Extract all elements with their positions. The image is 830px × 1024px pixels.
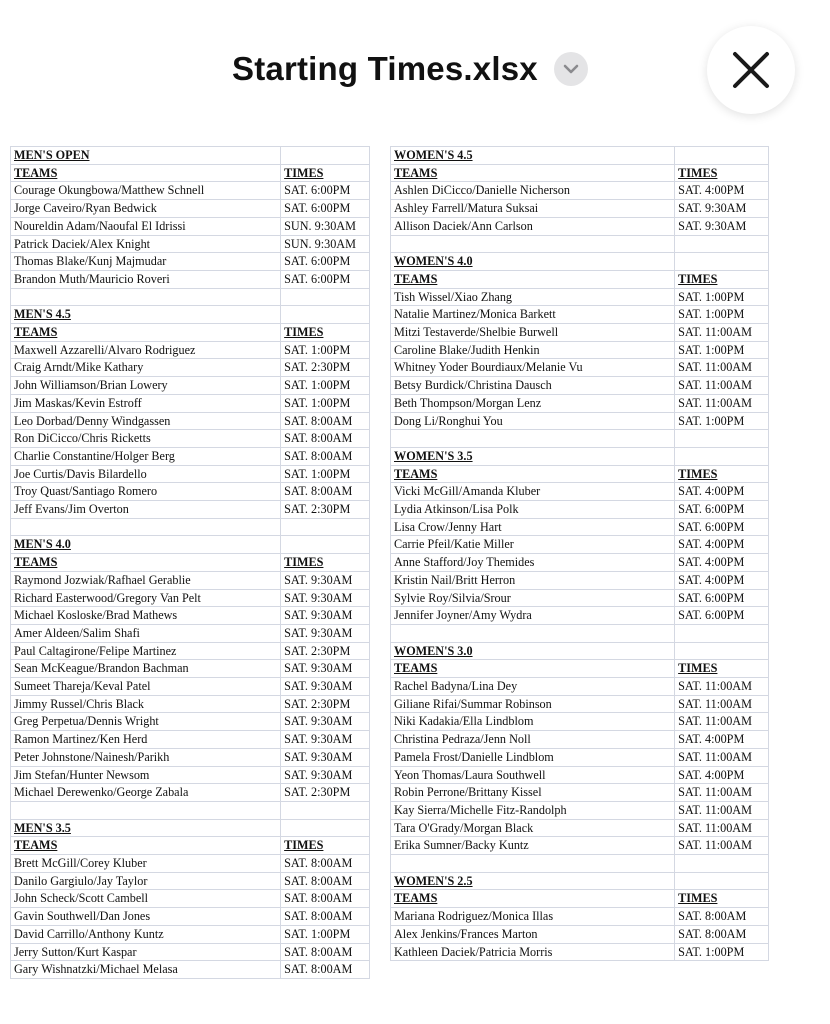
team-cell[interactable]: Jeff Evans/Jim Overton bbox=[11, 501, 281, 519]
time-cell[interactable]: SAT. 8:00AM bbox=[675, 925, 769, 943]
time-cell[interactable]: SAT. 1:00PM bbox=[281, 925, 370, 943]
team-cell[interactable]: Noureldin Adam/Naoufal El Idrissi bbox=[11, 217, 281, 235]
table-row bbox=[391, 324, 769, 342]
team-cell[interactable]: Sylvie Roy/Silvia/Srour bbox=[391, 589, 675, 607]
time-cell[interactable]: SAT. 4:00PM bbox=[675, 182, 769, 200]
empty-cell[interactable] bbox=[281, 288, 370, 306]
blank-row bbox=[391, 430, 769, 448]
time-cell[interactable]: SAT. 1:00PM bbox=[281, 394, 370, 412]
time-cell[interactable]: SUN. 9:30AM bbox=[281, 235, 370, 253]
team-cell[interactable]: Peter Johnstone/Nainesh/Parikh bbox=[11, 748, 281, 766]
team-cell[interactable]: Charlie Constantine/Holger Berg bbox=[11, 447, 281, 465]
time-cell[interactable]: SUN. 9:30AM bbox=[281, 217, 370, 235]
section-title[interactable]: WOMEN'S 3.0 bbox=[391, 642, 675, 660]
time-cell[interactable]: SAT. 2:30PM bbox=[281, 784, 370, 802]
table-row bbox=[11, 890, 370, 908]
women-table bbox=[390, 146, 769, 961]
empty-cell[interactable] bbox=[281, 536, 370, 554]
time-cell[interactable]: SAT. 2:30PM bbox=[281, 642, 370, 660]
header-row bbox=[391, 465, 769, 483]
time-cell[interactable]: SAT. 2:30PM bbox=[281, 695, 370, 713]
table-row bbox=[11, 731, 370, 749]
team-cell[interactable]: Brett McGill/Corey Kluber bbox=[11, 855, 281, 873]
team-cell[interactable]: David Carrillo/Anthony Kuntz bbox=[11, 925, 281, 943]
empty-cell[interactable] bbox=[675, 235, 769, 253]
time-cell[interactable]: SAT. 11:00AM bbox=[675, 748, 769, 766]
table-row bbox=[391, 518, 769, 536]
section-title[interactable]: WOMEN'S 2.5 bbox=[391, 872, 675, 890]
time-cell[interactable]: SAT. 9:30AM bbox=[281, 624, 370, 642]
table-row bbox=[11, 943, 370, 961]
team-cell[interactable]: Ramon Martinez/Ken Herd bbox=[11, 731, 281, 749]
time-cell[interactable]: SAT. 8:00AM bbox=[281, 890, 370, 908]
team-cell[interactable]: Robin Perrone/Brittany Kissel bbox=[391, 784, 675, 802]
team-cell[interactable]: Jimmy Russel/Chris Black bbox=[11, 695, 281, 713]
table-row bbox=[391, 748, 769, 766]
table-row bbox=[11, 341, 370, 359]
team-cell[interactable]: Gavin Southwell/Dan Jones bbox=[11, 908, 281, 926]
table-row bbox=[11, 642, 370, 660]
teams-header[interactable]: TEAMS bbox=[391, 270, 675, 288]
time-cell[interactable]: SAT. 4:00PM bbox=[675, 554, 769, 572]
times-header[interactable]: TIMES bbox=[675, 270, 769, 288]
table-row bbox=[11, 483, 370, 501]
section-row bbox=[391, 147, 769, 165]
team-cell[interactable]: Kristin Nail/Britt Herron bbox=[391, 571, 675, 589]
time-cell[interactable]: SAT. 6:00PM bbox=[675, 518, 769, 536]
table-row bbox=[11, 678, 370, 696]
team-cell[interactable]: Rachel Badyna/Lina Dey bbox=[391, 678, 675, 696]
blank-row bbox=[391, 855, 769, 873]
table-row bbox=[391, 766, 769, 784]
table-row bbox=[391, 943, 769, 961]
close-button[interactable] bbox=[707, 26, 795, 114]
time-cell[interactable]: SAT. 6:00PM bbox=[281, 270, 370, 288]
table-row bbox=[391, 501, 769, 519]
time-cell[interactable]: SAT. 9:30AM bbox=[281, 748, 370, 766]
section-row bbox=[391, 447, 769, 465]
table-row bbox=[11, 695, 370, 713]
table-row bbox=[391, 819, 769, 837]
table-row bbox=[391, 536, 769, 554]
team-cell[interactable]: Jennifer Joyner/Amy Wydra bbox=[391, 607, 675, 625]
team-cell[interactable]: Jim Stefan/Hunter Newsom bbox=[11, 766, 281, 784]
time-cell[interactable]: SAT. 1:00PM bbox=[675, 412, 769, 430]
table-row bbox=[391, 837, 769, 855]
table-row bbox=[11, 624, 370, 642]
table-row bbox=[11, 748, 370, 766]
time-cell[interactable]: SAT. 1:00PM bbox=[675, 943, 769, 961]
section-row bbox=[11, 306, 370, 324]
time-cell[interactable]: SAT. 4:00PM bbox=[675, 571, 769, 589]
empty-cell[interactable] bbox=[675, 642, 769, 660]
time-cell[interactable]: SAT. 6:00PM bbox=[281, 200, 370, 218]
men-table bbox=[10, 146, 370, 979]
time-cell[interactable]: SAT. 8:00AM bbox=[281, 483, 370, 501]
time-cell[interactable]: SAT. 2:30PM bbox=[281, 359, 370, 377]
team-cell[interactable]: Anne Stafford/Joy Themides bbox=[391, 554, 675, 572]
table-row bbox=[391, 483, 769, 501]
time-cell[interactable]: SAT. 11:00AM bbox=[675, 837, 769, 855]
team-cell[interactable]: John Williamson/Brian Lowery bbox=[11, 377, 281, 395]
empty-cell[interactable] bbox=[391, 855, 675, 873]
table-row bbox=[11, 447, 370, 465]
team-cell[interactable]: Troy Quast/Santiago Romero bbox=[11, 483, 281, 501]
team-cell[interactable]: Ashley Farrell/Matura Suksai bbox=[391, 200, 675, 218]
times-header[interactable]: TIMES bbox=[675, 465, 769, 483]
table-row bbox=[11, 872, 370, 890]
times-header[interactable]: TIMES bbox=[281, 837, 370, 855]
table-row bbox=[391, 695, 769, 713]
time-cell[interactable]: SAT. 1:00PM bbox=[281, 465, 370, 483]
team-cell[interactable]: Dong Li/Ronghui You bbox=[391, 412, 675, 430]
table-row bbox=[391, 182, 769, 200]
team-cell[interactable]: Richard Easterwood/Gregory Van Pelt bbox=[11, 589, 281, 607]
section-row bbox=[11, 147, 370, 165]
table-row bbox=[391, 341, 769, 359]
team-cell[interactable]: Erika Sumner/Backy Kuntz bbox=[391, 837, 675, 855]
table-row bbox=[391, 925, 769, 943]
header-row bbox=[11, 837, 370, 855]
team-cell[interactable]: Jim Maskas/Kevin Estroff bbox=[11, 394, 281, 412]
section-row bbox=[11, 536, 370, 554]
team-cell[interactable]: Mariana Rodriguez/Monica Illas bbox=[391, 908, 675, 926]
table-row bbox=[391, 217, 769, 235]
table-row bbox=[11, 359, 370, 377]
team-cell[interactable]: Paul Caltagirone/Felipe Martinez bbox=[11, 642, 281, 660]
teams-header[interactable]: TEAMS bbox=[11, 554, 281, 572]
table-row bbox=[11, 182, 370, 200]
time-cell[interactable]: SAT. 8:00AM bbox=[281, 430, 370, 448]
section-row bbox=[391, 642, 769, 660]
team-cell[interactable]: John Scheck/Scott Cambell bbox=[11, 890, 281, 908]
blank-row bbox=[11, 288, 370, 306]
table-row bbox=[11, 784, 370, 802]
time-cell[interactable]: SAT. 4:00PM bbox=[675, 731, 769, 749]
team-cell[interactable]: Tish Wissel/Xiao Zhang bbox=[391, 288, 675, 306]
header-row bbox=[11, 164, 370, 182]
empty-cell[interactable] bbox=[281, 147, 370, 165]
teams-header[interactable]: TEAMS bbox=[391, 890, 675, 908]
time-cell[interactable]: SAT. 1:00PM bbox=[675, 341, 769, 359]
table-row bbox=[391, 571, 769, 589]
team-cell[interactable]: Patrick Daciek/Alex Knight bbox=[11, 235, 281, 253]
teams-header[interactable]: TEAMS bbox=[11, 324, 281, 342]
section-row bbox=[391, 253, 769, 271]
team-cell[interactable]: Giliane Rifai/Summar Robinson bbox=[391, 695, 675, 713]
table-row bbox=[11, 217, 370, 235]
times-header[interactable]: TIMES bbox=[281, 324, 370, 342]
section-row bbox=[11, 819, 370, 837]
section-row bbox=[391, 872, 769, 890]
time-cell[interactable]: SAT. 8:00AM bbox=[675, 908, 769, 926]
blank-row bbox=[11, 518, 370, 536]
time-cell[interactable]: SAT. 9:30AM bbox=[281, 571, 370, 589]
table-row bbox=[11, 412, 370, 430]
time-cell[interactable]: SAT. 11:00AM bbox=[675, 324, 769, 342]
time-cell[interactable]: SAT. 11:00AM bbox=[675, 359, 769, 377]
header-row bbox=[391, 660, 769, 678]
file-title-bar[interactable] bbox=[232, 50, 588, 88]
time-cell[interactable]: SAT. 2:30PM bbox=[281, 501, 370, 519]
time-cell[interactable]: SAT. 11:00AM bbox=[675, 394, 769, 412]
empty-cell[interactable] bbox=[391, 430, 675, 448]
table-row bbox=[391, 306, 769, 324]
team-cell[interactable]: Caroline Blake/Judith Henkin bbox=[391, 341, 675, 359]
time-cell[interactable]: SAT. 9:30AM bbox=[675, 200, 769, 218]
team-cell[interactable]: Whitney Yoder Bourdiaux/Melanie Vu bbox=[391, 359, 675, 377]
team-cell[interactable]: Allison Daciek/Ann Carlson bbox=[391, 217, 675, 235]
team-cell[interactable]: Sumeet Thareja/Keval Patel bbox=[11, 678, 281, 696]
table-row bbox=[11, 925, 370, 943]
team-cell[interactable]: Tara O'Grady/Morgan Black bbox=[391, 819, 675, 837]
table-row bbox=[391, 394, 769, 412]
empty-cell[interactable] bbox=[675, 430, 769, 448]
team-cell[interactable]: Joe Curtis/Davis Bilardello bbox=[11, 465, 281, 483]
time-cell[interactable]: SAT. 9:30AM bbox=[281, 766, 370, 784]
team-cell[interactable]: Lisa Crow/Jenny Hart bbox=[391, 518, 675, 536]
table-row bbox=[391, 678, 769, 696]
header-row bbox=[391, 890, 769, 908]
time-cell[interactable]: SAT. 4:00PM bbox=[675, 483, 769, 501]
table-row bbox=[11, 200, 370, 218]
viewer-header bbox=[0, 0, 830, 135]
table-row bbox=[391, 377, 769, 395]
blank-row bbox=[391, 624, 769, 642]
team-cell[interactable]: Amer Aldeen/Salim Shafi bbox=[11, 624, 281, 642]
empty-cell[interactable] bbox=[675, 447, 769, 465]
team-cell[interactable]: Alex Jenkins/Frances Marton bbox=[391, 925, 675, 943]
time-cell[interactable]: SAT. 9:30AM bbox=[675, 217, 769, 235]
empty-cell[interactable] bbox=[281, 819, 370, 837]
empty-cell[interactable] bbox=[391, 235, 675, 253]
empty-cell[interactable] bbox=[675, 624, 769, 642]
header-row bbox=[11, 324, 370, 342]
team-cell[interactable]: Courage Okungbowa/Matthew Schnell bbox=[11, 182, 281, 200]
time-cell[interactable]: SAT. 9:30AM bbox=[281, 731, 370, 749]
time-cell[interactable]: SAT. 11:00AM bbox=[675, 801, 769, 819]
table-row bbox=[11, 713, 370, 731]
time-cell[interactable]: SAT. 8:00AM bbox=[281, 943, 370, 961]
table-row bbox=[11, 660, 370, 678]
team-cell[interactable]: Danilo Gargiulo/Jay Taylor bbox=[11, 872, 281, 890]
team-cell[interactable]: Ron DiCicco/Chris Ricketts bbox=[11, 430, 281, 448]
table-row bbox=[11, 855, 370, 873]
empty-cell[interactable] bbox=[675, 147, 769, 165]
table-row bbox=[391, 359, 769, 377]
table-row bbox=[11, 908, 370, 926]
empty-cell[interactable] bbox=[391, 624, 675, 642]
times-header[interactable]: TIMES bbox=[281, 554, 370, 572]
table-row bbox=[11, 571, 370, 589]
time-cell[interactable]: SAT. 4:00PM bbox=[675, 536, 769, 554]
empty-cell[interactable] bbox=[281, 518, 370, 536]
time-cell[interactable]: SAT. 11:00AM bbox=[675, 784, 769, 802]
empty-cell[interactable] bbox=[281, 306, 370, 324]
chevron-down-icon[interactable] bbox=[554, 52, 588, 86]
team-cell[interactable]: Gary Wishnatzki/Michael Melasa bbox=[11, 961, 281, 979]
time-cell[interactable]: SAT. 11:00AM bbox=[675, 819, 769, 837]
team-cell[interactable]: Kay Sierra/Michelle Fitz-Randolph bbox=[391, 801, 675, 819]
blank-row bbox=[391, 235, 769, 253]
section-title[interactable]: MEN'S 4.5 bbox=[11, 306, 281, 324]
table-row bbox=[391, 801, 769, 819]
team-cell[interactable]: Leo Dorbad/Denny Windgassen bbox=[11, 412, 281, 430]
team-cell[interactable]: Yeon Thomas/Laura Southwell bbox=[391, 766, 675, 784]
team-cell[interactable]: Pamela Frost/Danielle Lindblom bbox=[391, 748, 675, 766]
header-row bbox=[11, 554, 370, 572]
table-row bbox=[11, 253, 370, 271]
time-cell[interactable]: SAT. 1:00PM bbox=[281, 377, 370, 395]
close-icon bbox=[731, 50, 771, 90]
table-row bbox=[391, 784, 769, 802]
time-cell[interactable]: SAT. 4:00PM bbox=[675, 766, 769, 784]
table-row bbox=[11, 465, 370, 483]
empty-cell[interactable] bbox=[675, 872, 769, 890]
table-row bbox=[11, 766, 370, 784]
table-row bbox=[391, 288, 769, 306]
section-title[interactable]: MEN'S 3.5 bbox=[11, 819, 281, 837]
table-row bbox=[391, 713, 769, 731]
time-cell[interactable]: SAT. 6:00PM bbox=[281, 253, 370, 271]
time-cell[interactable]: SAT. 9:30AM bbox=[281, 660, 370, 678]
time-cell[interactable]: SAT. 9:30AM bbox=[281, 589, 370, 607]
table-row bbox=[391, 200, 769, 218]
blank-row bbox=[11, 801, 370, 819]
table-row bbox=[391, 589, 769, 607]
team-cell[interactable]: Mitzi Testaverde/Shelbie Burwell bbox=[391, 324, 675, 342]
section-title[interactable]: WOMEN'S 4.5 bbox=[391, 147, 675, 165]
time-cell[interactable]: SAT. 8:00AM bbox=[281, 961, 370, 979]
team-cell[interactable]: Michael Derewenko/George Zabala bbox=[11, 784, 281, 802]
team-cell[interactable]: Michael Kosloske/Brad Mathews bbox=[11, 607, 281, 625]
header-row bbox=[391, 164, 769, 182]
team-cell[interactable]: Jorge Caveiro/Ryan Bedwick bbox=[11, 200, 281, 218]
team-cell[interactable]: Lydia Atkinson/Lisa Polk bbox=[391, 501, 675, 519]
time-cell[interactable]: SAT. 6:00PM bbox=[675, 501, 769, 519]
teams-header[interactable]: TEAMS bbox=[391, 164, 675, 182]
empty-cell[interactable] bbox=[675, 855, 769, 873]
file-title[interactable]: Starting Times.xlsx bbox=[232, 50, 538, 87]
time-cell[interactable]: SAT. 1:00PM bbox=[281, 341, 370, 359]
table-row bbox=[11, 589, 370, 607]
time-cell[interactable]: SAT. 8:00AM bbox=[281, 447, 370, 465]
table-row bbox=[11, 235, 370, 253]
time-cell[interactable]: SAT. 9:30AM bbox=[281, 607, 370, 625]
time-cell[interactable]: SAT. 8:00AM bbox=[281, 412, 370, 430]
section-title[interactable]: MEN'S 4.0 bbox=[11, 536, 281, 554]
team-cell[interactable]: Natalie Martinez/Monica Barkett bbox=[391, 306, 675, 324]
time-cell[interactable]: SAT. 8:00AM bbox=[281, 872, 370, 890]
team-cell[interactable]: Craig Arndt/Mike Kathary bbox=[11, 359, 281, 377]
table-row bbox=[11, 961, 370, 979]
table-row bbox=[391, 607, 769, 625]
table-row bbox=[11, 607, 370, 625]
empty-cell[interactable] bbox=[11, 518, 281, 536]
team-cell[interactable]: Jerry Sutton/Kurt Kaspar bbox=[11, 943, 281, 961]
time-cell[interactable]: SAT. 11:00AM bbox=[675, 377, 769, 395]
team-cell[interactable]: Maxwell Azzarelli/Alvaro Rodriguez bbox=[11, 341, 281, 359]
time-cell[interactable]: SAT. 8:00AM bbox=[281, 908, 370, 926]
teams-header[interactable]: TEAMS bbox=[391, 660, 675, 678]
team-cell[interactable]: Sean McKeague/Brandon Bachman bbox=[11, 660, 281, 678]
team-cell[interactable]: Beth Thompson/Morgan Lenz bbox=[391, 394, 675, 412]
team-cell[interactable]: Betsy Burdick/Christina Dausch bbox=[391, 377, 675, 395]
time-cell[interactable]: SAT. 1:00PM bbox=[675, 306, 769, 324]
table-row bbox=[391, 731, 769, 749]
table-row bbox=[11, 501, 370, 519]
time-cell[interactable]: SAT. 9:30AM bbox=[281, 678, 370, 696]
teams-header[interactable]: TEAMS bbox=[11, 837, 281, 855]
team-cell[interactable]: Ashlen DiCicco/Danielle Nicherson bbox=[391, 182, 675, 200]
table-row bbox=[11, 394, 370, 412]
table-row bbox=[11, 270, 370, 288]
time-cell[interactable]: SAT. 11:00AM bbox=[675, 678, 769, 696]
times-header[interactable]: TIMES bbox=[281, 164, 370, 182]
time-cell[interactable]: SAT. 8:00AM bbox=[281, 855, 370, 873]
team-cell[interactable]: Brandon Muth/Mauricio Roveri bbox=[11, 270, 281, 288]
left-column bbox=[10, 146, 370, 979]
team-cell[interactable]: Kathleen Daciek/Patricia Morris bbox=[391, 943, 675, 961]
times-header[interactable]: TIMES bbox=[675, 660, 769, 678]
team-cell[interactable]: Thomas Blake/Kunj Majmudar bbox=[11, 253, 281, 271]
empty-cell[interactable] bbox=[11, 288, 281, 306]
time-cell[interactable]: SAT. 11:00AM bbox=[675, 695, 769, 713]
time-cell[interactable]: SAT. 6:00PM bbox=[675, 589, 769, 607]
table-row bbox=[391, 908, 769, 926]
times-header[interactable]: TIMES bbox=[675, 890, 769, 908]
time-cell[interactable]: SAT. 9:30AM bbox=[281, 713, 370, 731]
team-cell[interactable]: Carrie Pfeil/Katie Miller bbox=[391, 536, 675, 554]
team-cell[interactable]: Christina Pedraza/Jenn Noll bbox=[391, 731, 675, 749]
teams-header[interactable]: TEAMS bbox=[391, 465, 675, 483]
table-row bbox=[11, 377, 370, 395]
section-title[interactable]: WOMEN'S 4.0 bbox=[391, 253, 675, 271]
section-title[interactable]: WOMEN'S 3.5 bbox=[391, 447, 675, 465]
header-row bbox=[391, 270, 769, 288]
table-row bbox=[391, 554, 769, 572]
times-header[interactable]: TIMES bbox=[675, 164, 769, 182]
empty-cell[interactable] bbox=[11, 801, 281, 819]
table-row bbox=[391, 412, 769, 430]
teams-header[interactable]: TEAMS bbox=[11, 164, 281, 182]
empty-cell[interactable] bbox=[675, 253, 769, 271]
section-title[interactable]: MEN'S OPEN bbox=[11, 147, 281, 165]
time-cell[interactable]: SAT. 6:00PM bbox=[675, 607, 769, 625]
empty-cell[interactable] bbox=[281, 801, 370, 819]
team-cell[interactable]: Vicki McGill/Amanda Kluber bbox=[391, 483, 675, 501]
right-column bbox=[390, 146, 769, 961]
time-cell[interactable]: SAT. 11:00AM bbox=[675, 713, 769, 731]
team-cell[interactable]: Raymond Jozwiak/Rafhael Gerablie bbox=[11, 571, 281, 589]
time-cell[interactable]: SAT. 1:00PM bbox=[675, 288, 769, 306]
time-cell[interactable]: SAT. 6:00PM bbox=[281, 182, 370, 200]
team-cell[interactable]: Greg Perpetua/Dennis Wright bbox=[11, 713, 281, 731]
table-row bbox=[11, 430, 370, 448]
team-cell[interactable]: Niki Kadakia/Ella Lindblom bbox=[391, 713, 675, 731]
